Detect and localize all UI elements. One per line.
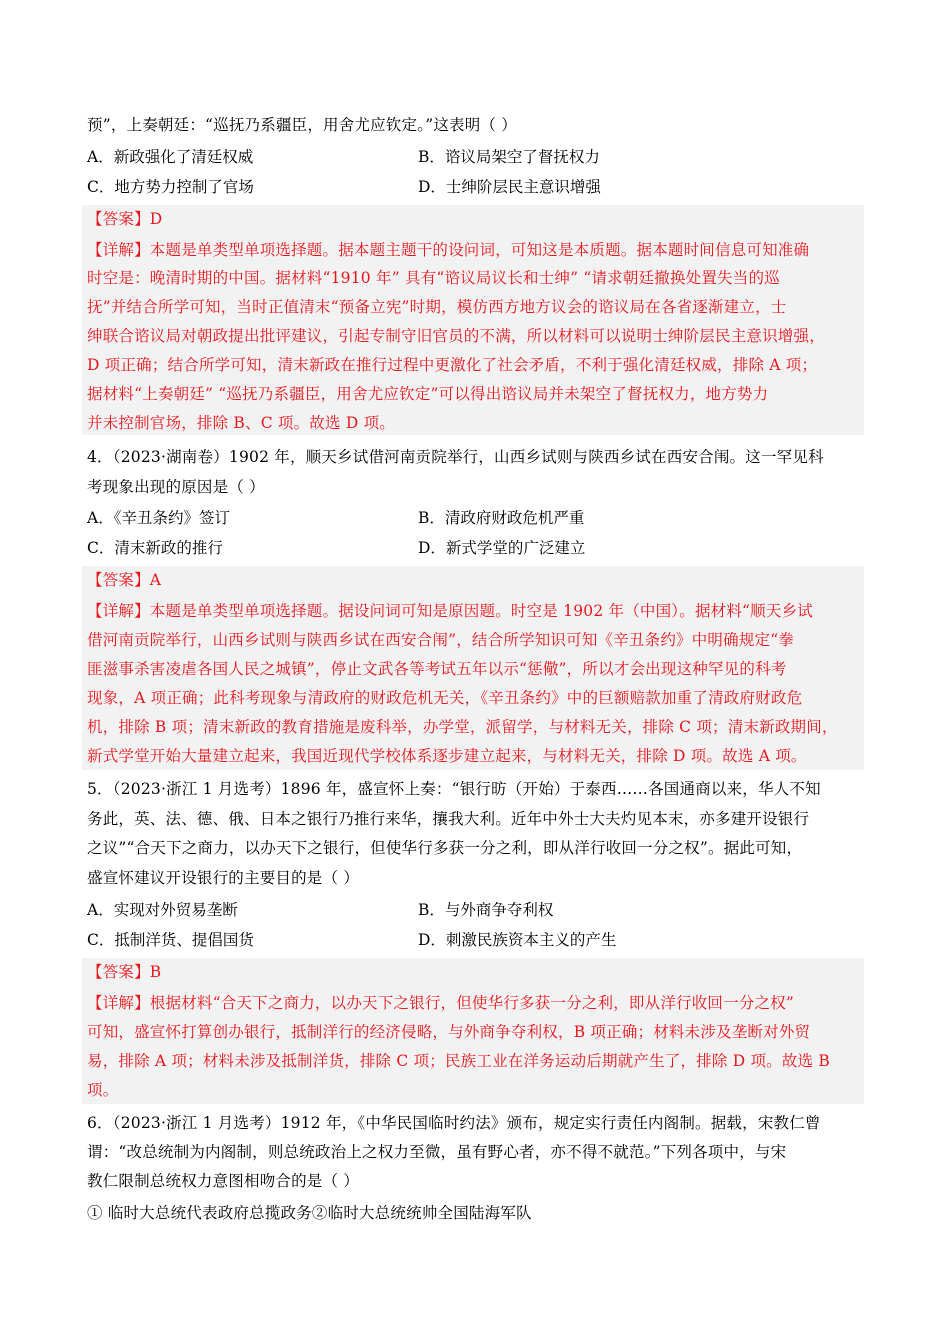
q5-option-d: D．刺激民族资本主义的产生 [418, 931, 617, 949]
q4-option-d: D．新式学堂的广泛建立 [418, 539, 586, 557]
q3-option-d: D．士绅阶层民主意识增强 [418, 178, 601, 196]
q3-option-c: C．地方势力控制了官场 [87, 178, 254, 196]
q5-option-b: B．与外商争夺利权 [418, 901, 554, 919]
q5-explain-line: 可知，盛宣怀打算创办银行，抵制洋行的经济侵略，与外商争夺利权，B 项正确；材料未涉及垄断对外贸 [87, 1023, 811, 1041]
q4-stem-line: 4．（2023·湖南卷）1902 年，顺天乡试借河南贡院举行，山西乡试则与陕西乡试在西安合闱。这一罕见科 [87, 448, 824, 466]
q6-statement-items: ① 临时大总统代表政府总揽政务②临时大总统统帅全国陆海军队 [87, 1204, 532, 1222]
question-stem-fragment: 预”，上奏朝廷：“巡抚乃系疆臣，用舍尤应钦定。”这表明（ ） [87, 116, 517, 134]
q5-stem-line: 务此，英、法、德、俄、日本之银行乃推行来华，攘我大利。近年中外士大夫灼见本末，亦多建开设银行 [87, 810, 810, 828]
q4-explain-line: 机，排除 B 项；清末新政的教育措施是废科举，办学堂，派留学，与材料无关，排除 C 项；清末新政期间， [87, 718, 838, 736]
q3-explain-line: 并未控制官场，排除 B、C 项。故选 D 项。 [87, 414, 395, 432]
q5-stem-line: 盛宣怀建议开设银行的主要目的是（ ） [87, 869, 360, 887]
q5-option-a: A．实现对外贸易垄断 [87, 901, 238, 919]
q3-option-a: A．新政强化了清廷权威 [87, 148, 254, 166]
q4-option-a: A．《辛丑条约》签订 [87, 509, 230, 527]
q6-stem-line: 教仁限制总统权力意图相吻合的是（ ） [87, 1172, 360, 1190]
q5-explain-line: 【详解】根据材料“合天下之商力，以办天下之银行，但使华行多获一分之利，即从洋行收回一分之权” [87, 994, 795, 1012]
q4-explain-line: 【详解】本题是单类型单项选择题。据设问词可知是原因题。时空是 1902 年（中国）。据材料“顺天乡试 [87, 602, 813, 620]
q5-explain-line: 易，排除 A 项；材料未涉及抵制洋货，排除 C 项；民族工业在洋务运动后期就产生了，排除 D 项。故选 B [87, 1052, 830, 1070]
q3-option-b: B．谘议局架空了督抚权力 [418, 148, 600, 166]
q5-explain-line: 项。 [87, 1081, 119, 1099]
q5-answer-block [82, 958, 864, 1104]
q6-stem-line: 6．（2023·浙江 1 月选考）1912 年，《中华民国临时约法》颁布，规定实行责任内阁制。据载，宋教仁曾 [87, 1114, 821, 1132]
q4-explain-line: 匪滋事杀害凌虐各国人民之城镇”，停止文武各等考试五年以示“惩儆”，所以才会出现这种罕见的科考 [87, 660, 787, 678]
q4-answer: 【答案】A [87, 571, 162, 589]
q4-option-b: B．清政府财政危机严重 [418, 509, 585, 527]
q3-explain-line: 时空是：晚清时期的中国。据材料“1910 年” 具有“谘议局议长和士绅” “请求朝廷撤换处置失当的巡 [87, 269, 780, 287]
q3-explain-line: 抚”并结合所学可知，当时正值清末“预备立宪”时期，模仿西方地方议会的谘议局在各省逐渐建立，士 [87, 298, 787, 316]
q4-stem-line: 考现象出现的原因是（ ） [87, 478, 265, 496]
q3-explain-line: 【详解】本题是单类型单项选择题。据本题主题干的设问词，可知这是本质题。据本题时间信息可知准确 [87, 241, 810, 259]
q4-answer-block [82, 566, 864, 770]
q5-option-c: C．抵制洋货、提倡国货 [87, 931, 254, 949]
q4-option-c: C．清末新政的推行 [87, 539, 223, 557]
q4-explain-line: 现象，A 项正确；此科考现象与清政府的财政危机无关，《辛丑条约》中的巨额赔款加重了清政府财政危 [87, 689, 803, 707]
q4-explain-line: 新式学堂开始大量建立起来，我国近现代学校体系逐步建立起来，与材料无关，排除 D 项。故选 A 项。 [87, 747, 807, 765]
q5-stem-line: 5．（2023·浙江 1 月选考）1896 年，盛宣怀上奏：“银行昉（开始）于泰西……各国通商以来，华人不知 [87, 780, 821, 798]
q5-stem-line: 之议”“合天下之商力，以办天下之银行，但使华行多获一分之利，即从洋行收回一分之权”。据此可知， [87, 839, 803, 857]
q4-explain-line: 借河南贡院举行，山西乡试则与陕西乡试在西安合闱”，结合所学知识可知《辛丑条约》中明确规定“拳 [87, 631, 795, 649]
q5-answer: 【答案】B [87, 963, 162, 981]
q3-explain-line: D 项正确；结合所学可知，清末新政在推行过程中更激化了社会矛盾，不利于强化清廷权威，排除 A 项； [87, 356, 818, 374]
q3-explain-line: 绅联合谘议局对朝政提出批评建议，引起专制守旧官员的不满，所以材料可以说明士绅阶层民主意识增强， [87, 327, 825, 345]
q3-explain-line: 据材料“上奏朝廷” “巡抚乃系疆臣，用舍尤应钦定”可以得出谘议局并未架空了督抚权力，地方势力 [87, 385, 769, 403]
q3-answer-block [82, 205, 864, 435]
q6-stem-line: 谓：“改总统制为内阁制，则总统政治上之权力至微，虽有野心者，亦不得不就范。”下列各项中，与宋 [87, 1143, 787, 1161]
q3-answer: 【答案】D [87, 210, 163, 228]
